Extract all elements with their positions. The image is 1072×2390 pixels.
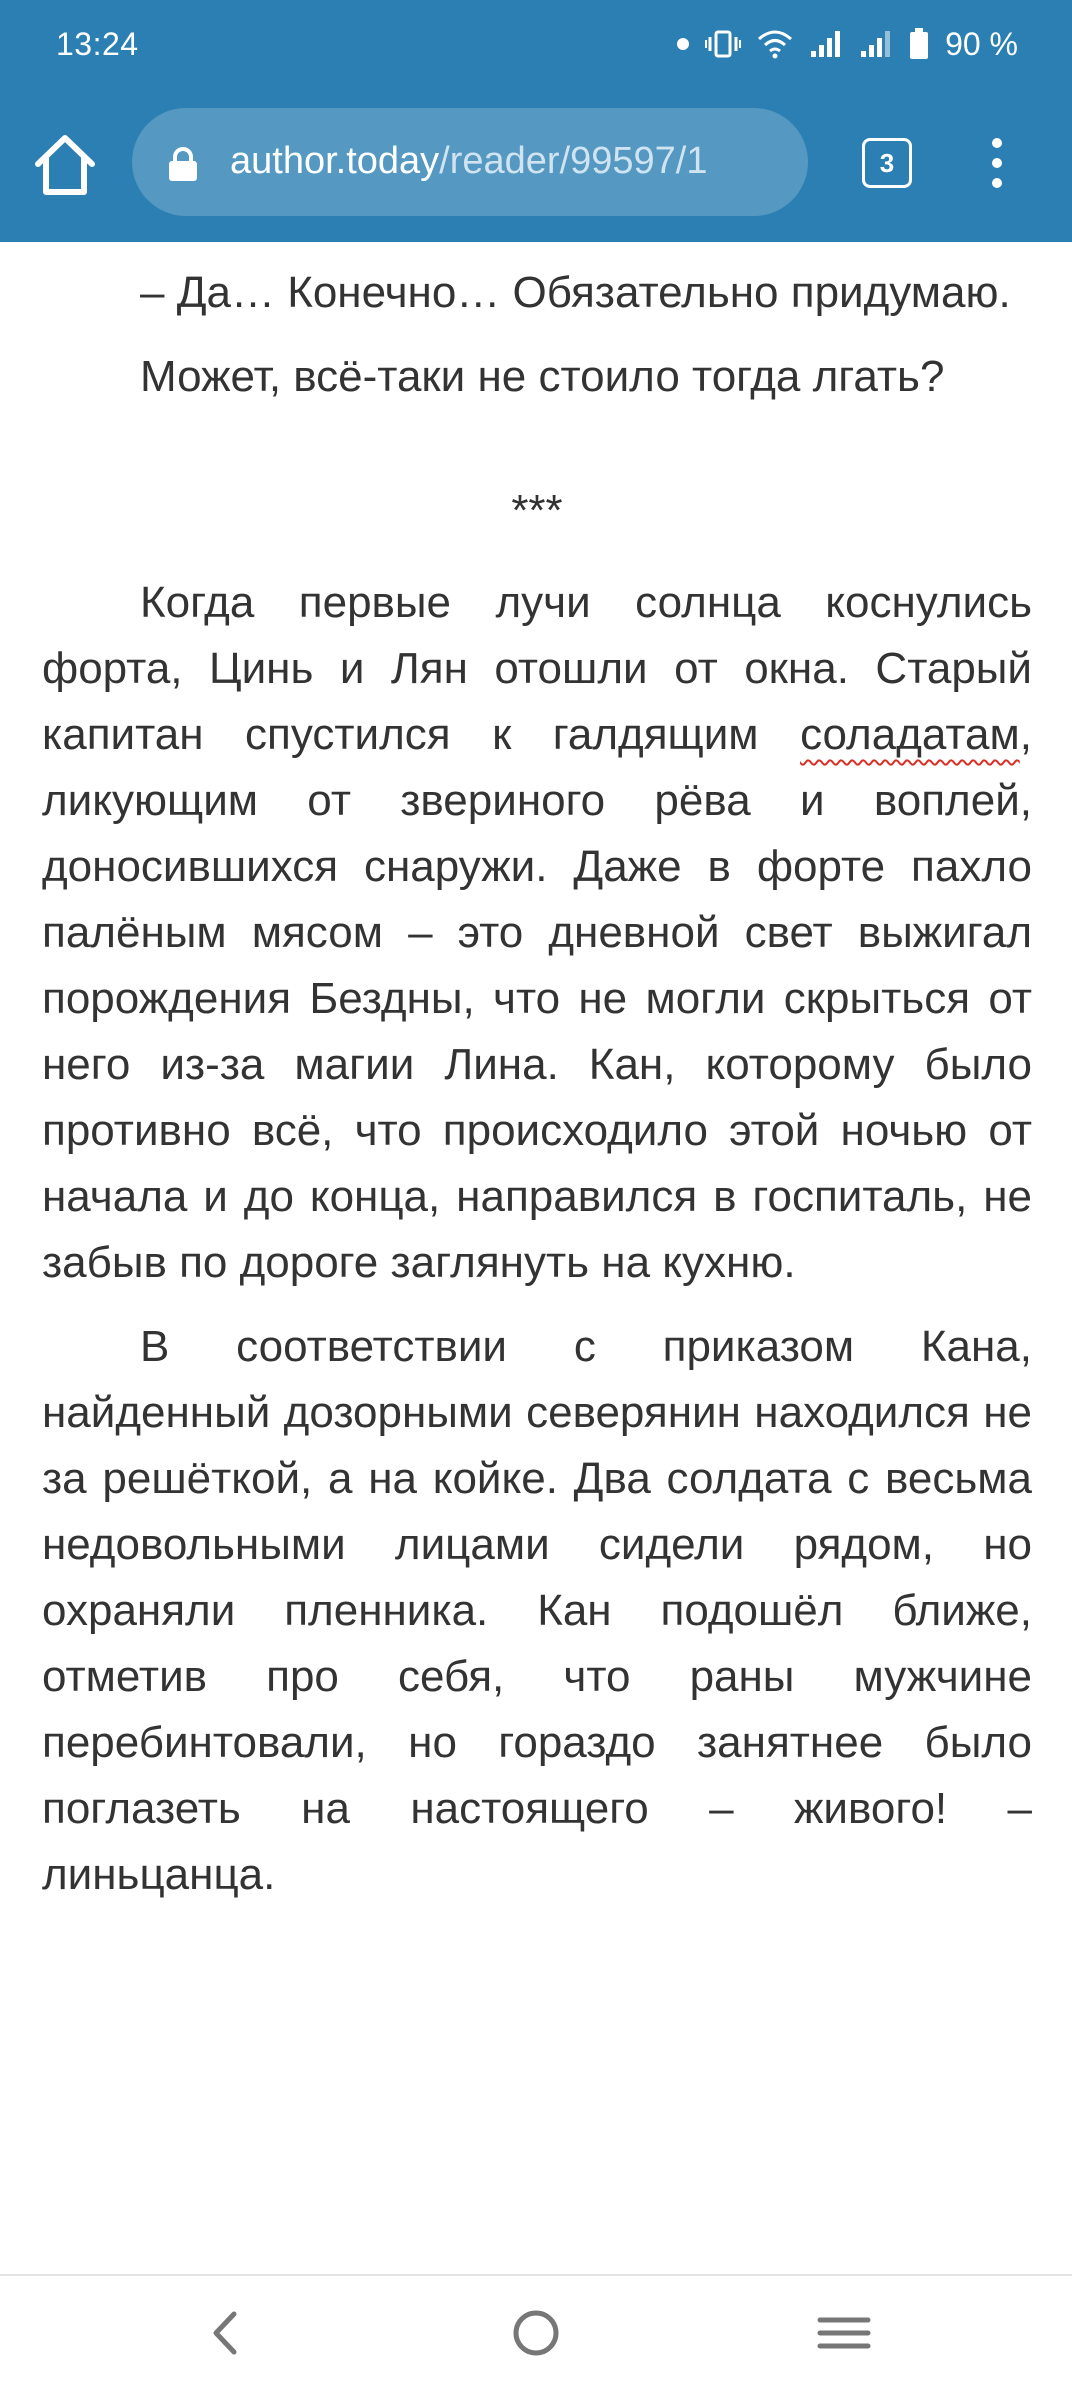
more-vert-icon [982,138,1012,188]
tabs-icon [862,138,912,188]
signal-icon [809,29,843,59]
url-text [230,140,708,183]
recents-icon [808,2300,880,2366]
paragraph [42,570,1032,1296]
paragraph: – Да… Конечно… Обязательно придумаю. [140,268,1011,317]
paragraph: В соответствии с приказом Кана, найденный дозорными северянин находился не за решёткой, а на койке. Два солдата с весьма недовольными лицами сидели рядом, но охраняли пленника. Кан подошёл ближе, отметив про себя, что раны мужчине перебинтовали, но гораздо занятнее было поглазеть на настоящего – живого! – линьцанца. [42,1322,1032,1899]
status-bar [0,0,1072,88]
tab-count: 3 [879,147,895,178]
url-host: author.today [230,140,440,182]
url-bar[interactable] [132,108,808,216]
paragraph-text: , ликующим от звериного рёва и воплей, доносившихся снаружи. Даже в форте пахло палёным мясом – это дневной свет выжигал порождения Бездны, что не могли скрыться от него из-за магии Лина. Кан, которому было противно всё, что происходило этой ночью от начала и до конца, направился в госпиталь, не забыв по дороге заглянуть на кухню. [42,710,1032,1287]
home-circle-icon [500,2300,572,2366]
vibrate-icon [705,29,741,59]
signal-icon [859,29,893,59]
notification-dot-icon [677,38,689,50]
back-icon [190,2300,262,2366]
misspelled-word[interactable]: соладатам [800,710,1020,759]
system-nav-bar [0,2274,1072,2390]
home-nav-button[interactable] [500,2300,572,2366]
scene-separator: *** [511,486,563,535]
paragraph-text: Когда первые лучи солнца коснулись форта, Цинь и Лян отошли от окна. Старый капитан спустился к галдящим [42,578,1032,759]
home-button[interactable] [30,132,100,198]
wifi-icon [757,29,793,59]
more-menu-button[interactable] [982,138,1012,198]
home-icon [30,132,100,198]
browser-toolbar [0,108,1072,220]
tabs-button[interactable] [862,138,912,188]
paragraph: Может, всё-таки не стоило тогда лгать? [140,352,945,401]
url-path: /reader/99597/1 [439,140,708,182]
reader-text [42,260,1032,1926]
status-icons [677,24,1018,64]
lock-icon [166,146,200,182]
reader-content[interactable] [0,242,1072,2274]
browser-chrome [0,0,1072,242]
battery-percent: 90 % [945,25,1018,62]
status-time: 13:24 [56,26,139,62]
battery-icon [909,28,929,60]
recents-button[interactable] [808,2300,880,2366]
back-button[interactable] [190,2300,262,2366]
